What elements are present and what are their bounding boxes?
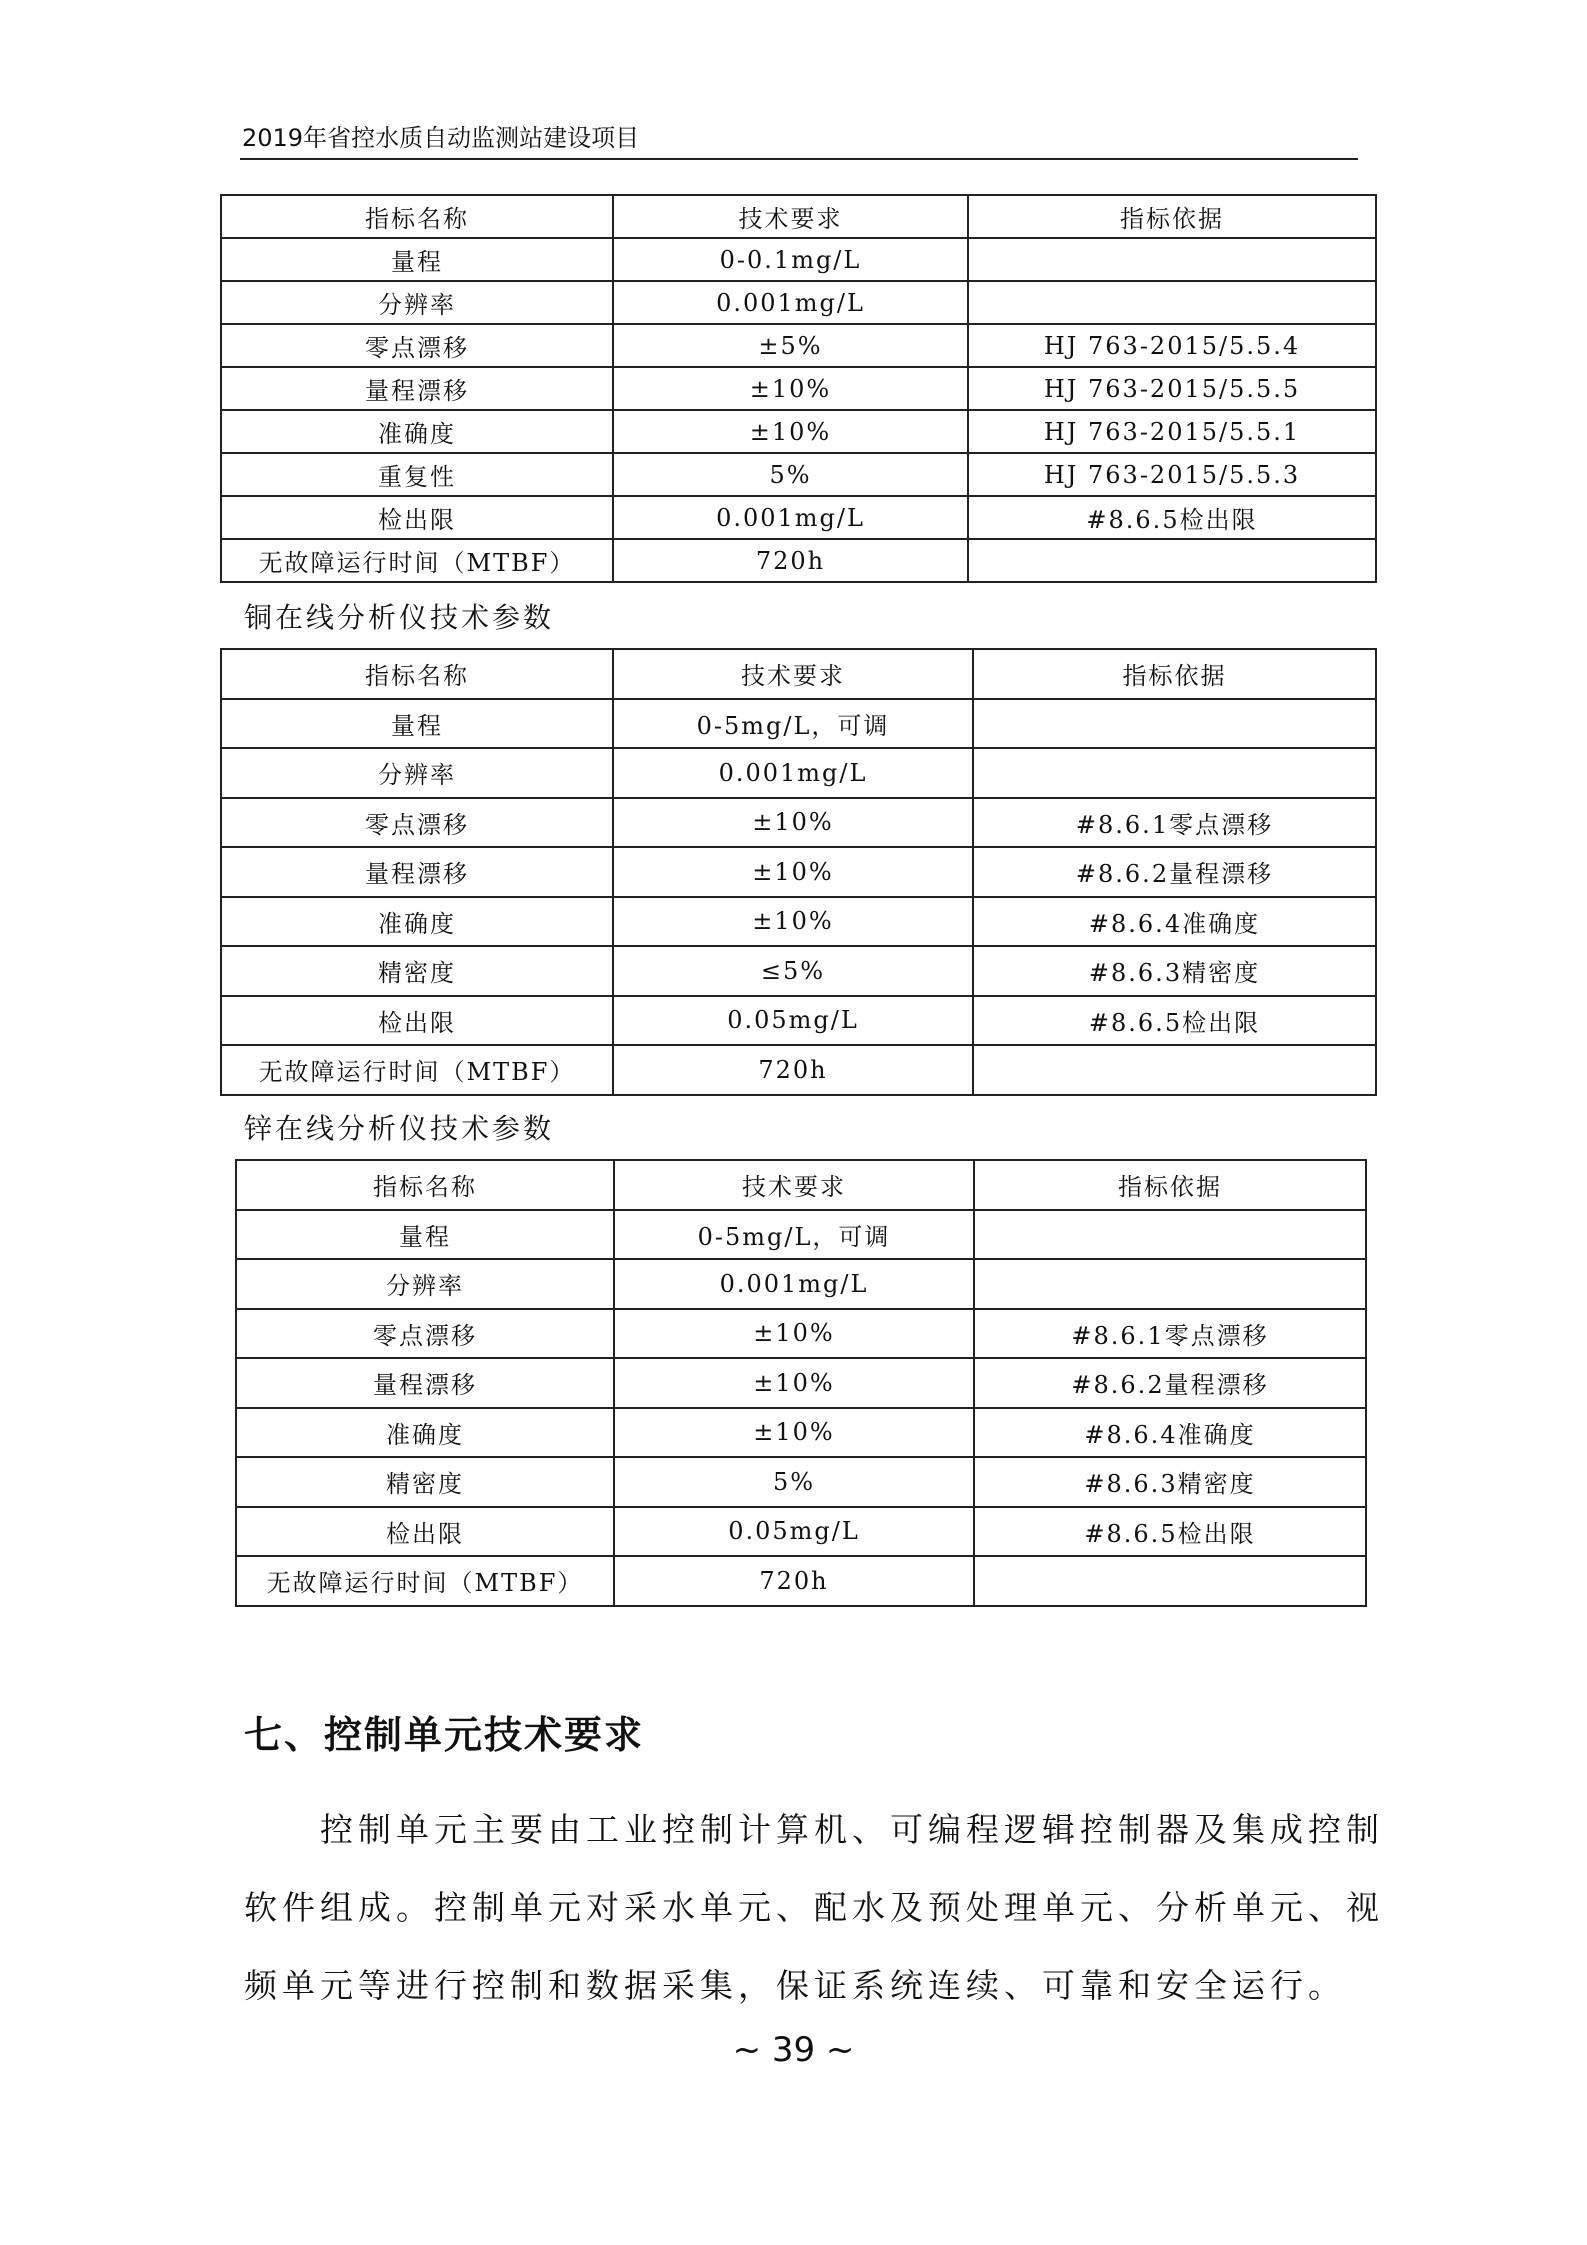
table-cell: #8.6.5检出限 — [974, 1507, 1366, 1557]
table-3-caption: 锌在线分析仪技术参数 — [244, 1112, 555, 1145]
table-cell: 0.001mg/L — [613, 496, 968, 539]
table-cell: #8.6.3精密度 — [973, 946, 1376, 996]
table-cell — [968, 238, 1376, 281]
table-row — [221, 281, 1376, 324]
table-cell: HJ 763-2015/5.5.1 — [968, 410, 1376, 453]
column-header: 指标名称 — [221, 195, 613, 238]
column-header: 技术要求 — [614, 1160, 974, 1210]
table-row — [236, 1457, 1366, 1507]
table-cell: 分辨率 — [221, 748, 613, 798]
table-cell: 检出限 — [236, 1507, 614, 1557]
table-header-row — [221, 649, 1376, 699]
table-cell: 0-0.1mg/L — [613, 238, 968, 281]
table-row — [236, 1309, 1366, 1359]
table-cell: 检出限 — [221, 496, 613, 539]
table-cell: HJ 763-2015/5.5.5 — [968, 367, 1376, 410]
table-2-caption: 铜在线分析仪技术参数 — [244, 601, 555, 634]
table-header-row — [236, 1160, 1366, 1210]
table-cell: 无故障运行时间（MTBF） — [221, 539, 613, 582]
table-cell — [974, 1556, 1366, 1606]
table-cell: 0.001mg/L — [614, 1259, 974, 1309]
table-cell: 无故障运行时间（MTBF） — [236, 1556, 614, 1606]
table-cell: 零点漂移 — [221, 798, 613, 848]
column-header: 指标名称 — [236, 1160, 614, 1210]
table-row — [236, 1210, 1366, 1260]
table-cell: ±5% — [613, 324, 968, 367]
table-row — [221, 946, 1376, 996]
table-cell: 720h — [613, 539, 968, 582]
table-row — [236, 1507, 1366, 1557]
table-row — [221, 238, 1376, 281]
table-row — [221, 367, 1376, 410]
table-row — [221, 410, 1376, 453]
table-cell: ±10% — [613, 798, 973, 848]
table-cell: ±10% — [614, 1408, 974, 1458]
table-cell: #8.6.3精密度 — [974, 1457, 1366, 1507]
table-cell: HJ 763-2015/5.5.3 — [968, 453, 1376, 496]
table-cell: 量程 — [221, 699, 613, 749]
table-row — [221, 897, 1376, 947]
table-cell: #8.6.5检出限 — [968, 496, 1376, 539]
table-cell: 0.05mg/L — [613, 996, 973, 1046]
paragraph-line: 软件组成。控制单元对采水单元、配水及预处理单元、分析单元、视 — [244, 1888, 1384, 1927]
table-cell: 重复性 — [221, 453, 613, 496]
table-row — [221, 1045, 1376, 1095]
table-cell: 0-5mg/L，可调 — [614, 1210, 974, 1260]
table-row — [221, 798, 1376, 848]
table-cell: #8.6.1零点漂移 — [974, 1309, 1366, 1359]
spec-table-1 — [220, 194, 1377, 583]
table-cell: ≤5% — [613, 946, 973, 996]
paragraph-line: 频单元等进行控制和数据采集，保证系统连续、可靠和安全运行。 — [244, 1966, 1346, 2005]
column-header: 指标依据 — [968, 195, 1376, 238]
table-row — [236, 1358, 1366, 1408]
table-cell: 0-5mg/L，可调 — [613, 699, 973, 749]
table-cell — [974, 1259, 1366, 1309]
table-row — [236, 1556, 1366, 1606]
document-header: 2019年省控水质自动监测站建设项目 — [242, 124, 640, 152]
table-row — [221, 539, 1376, 582]
header-rule — [240, 158, 1358, 160]
table-cell: #8.6.2量程漂移 — [973, 847, 1376, 897]
table-cell — [973, 1045, 1376, 1095]
table-cell: 准确度 — [236, 1408, 614, 1458]
table-row — [236, 1259, 1366, 1309]
table-cell: #8.6.4准确度 — [974, 1408, 1366, 1458]
table-cell — [973, 748, 1376, 798]
table-row — [221, 996, 1376, 1046]
column-header: 指标名称 — [221, 649, 613, 699]
table-cell — [968, 281, 1376, 324]
table-cell: ±10% — [613, 367, 968, 410]
table-cell: 量程 — [236, 1210, 614, 1260]
table-cell: 零点漂移 — [221, 324, 613, 367]
section-heading: 七、控制单元技术要求 — [244, 1713, 645, 1757]
table-cell: #8.6.1零点漂移 — [973, 798, 1376, 848]
table-cell: 0.001mg/L — [613, 748, 973, 798]
page-number: ~ 39 ~ — [732, 2030, 855, 2070]
table-cell: 精密度 — [236, 1457, 614, 1507]
table-header-row — [221, 195, 1376, 238]
table-cell — [968, 539, 1376, 582]
table-cell: 720h — [614, 1556, 974, 1606]
column-header: 技术要求 — [613, 649, 973, 699]
table-cell: 量程漂移 — [221, 847, 613, 897]
table-row — [221, 847, 1376, 897]
table-cell: 量程 — [221, 238, 613, 281]
table-cell: 准确度 — [221, 897, 613, 947]
table-cell: 分辨率 — [236, 1259, 614, 1309]
column-header: 指标依据 — [974, 1160, 1366, 1210]
table-cell: 5% — [614, 1457, 974, 1507]
table-cell: 5% — [613, 453, 968, 496]
table-cell: 检出限 — [221, 996, 613, 1046]
table-cell: HJ 763-2015/5.5.4 — [968, 324, 1376, 367]
table-cell — [973, 699, 1376, 749]
table-cell: 0.05mg/L — [614, 1507, 974, 1557]
table-cell: 零点漂移 — [236, 1309, 614, 1359]
table-cell — [974, 1210, 1366, 1260]
table-cell: #8.6.5检出限 — [973, 996, 1376, 1046]
table-cell: 720h — [613, 1045, 973, 1095]
table-cell: #8.6.2量程漂移 — [974, 1358, 1366, 1408]
table-cell: 量程漂移 — [236, 1358, 614, 1408]
spec-table-zinc — [235, 1159, 1367, 1607]
table-cell: 分辨率 — [221, 281, 613, 324]
table-cell: 精密度 — [221, 946, 613, 996]
table-cell: 准确度 — [221, 410, 613, 453]
column-header: 指标依据 — [973, 649, 1376, 699]
table-row — [221, 699, 1376, 749]
table-row — [221, 324, 1376, 367]
column-header: 技术要求 — [613, 195, 968, 238]
table-row — [221, 496, 1376, 539]
spec-table-copper — [220, 648, 1377, 1096]
table-cell: 量程漂移 — [221, 367, 613, 410]
table-cell: ±10% — [614, 1358, 974, 1408]
table-cell: 0.001mg/L — [613, 281, 968, 324]
table-cell: ±10% — [613, 847, 973, 897]
table-cell: ±10% — [614, 1309, 974, 1359]
paragraph-line: 控制单元主要由工业控制计算机、可编程逻辑控制器及集成控制 — [244, 1810, 1384, 1849]
table-cell: #8.6.4准确度 — [973, 897, 1376, 947]
table-row — [236, 1408, 1366, 1458]
table-cell: ±10% — [613, 410, 968, 453]
table-cell: 无故障运行时间（MTBF） — [221, 1045, 613, 1095]
table-row — [221, 748, 1376, 798]
table-cell: ±10% — [613, 897, 973, 947]
table-row — [221, 453, 1376, 496]
